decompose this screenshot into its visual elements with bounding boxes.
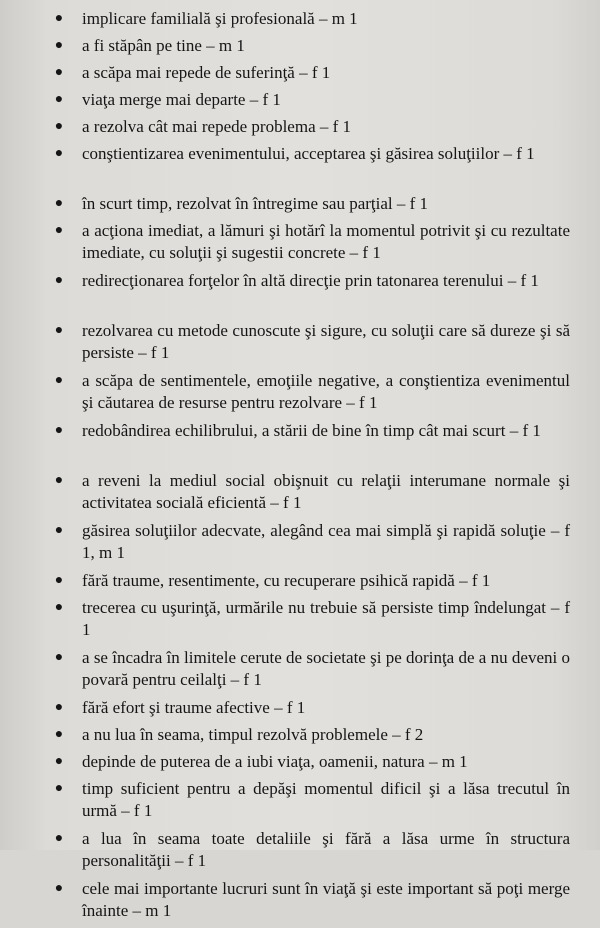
list-item-text: trecerea cu uşurinţă, urmările nu trebuie să persiste timp îndelungat – f 1 [82, 598, 570, 639]
list-item-text: redobândirea echilibrului, a stării de bine în timp cât mai scurt – f 1 [82, 421, 541, 440]
list-item [0, 8, 600, 35]
list-item [0, 724, 600, 751]
bullet-icon: ● [54, 650, 64, 665]
list-item-text: conştientizarea evenimentului, acceptarea şi găsirea soluţiilor – f 1 [82, 144, 535, 163]
list-item-text: implicare familială şi profesională – m 1 [82, 9, 358, 28]
bullet-icon: ● [54, 831, 64, 846]
list-item [0, 89, 600, 116]
bullet-icon: ● [54, 754, 64, 769]
list-item-text: rezolvarea cu metode cunoscute şi sigure, cu soluţii care să dureze şi să persiste – f 1 [82, 321, 570, 362]
list-item-text: a acţiona imediat, a lămuri şi hotărî la momentul potrivit şi cu rezultate imediate, cu soluţii şi sugestii concrete – f 1 [82, 221, 570, 262]
list-item [0, 116, 600, 143]
bullet-icon: ● [54, 146, 64, 161]
list-item [0, 220, 600, 270]
list-item [0, 270, 600, 320]
bullet-icon: ● [54, 273, 64, 288]
bullet-icon: ● [54, 223, 64, 238]
list-item [0, 370, 600, 420]
list-item [0, 320, 600, 370]
list-item-text: a se încadra în limitele cerute de societate şi pe dorinţa de a nu deveni o povară pentru ceilalţi – f 1 [82, 648, 570, 689]
bullet-icon: ● [54, 373, 64, 388]
list-item-text: fără traume, resentimente, cu recuperare psihică rapidă – f 1 [82, 571, 491, 590]
bullet-icon: ● [54, 423, 64, 438]
list-item-text: în scurt timp, rezolvat în întregime sau parţial – f 1 [82, 194, 429, 213]
bullet-icon: ● [54, 600, 64, 615]
list-item-text: a scăpa de sentimentele, emoţiile negative, a conştientiza evenimentul şi căutarea de resurse pentru rezolvare – f 1 [82, 371, 570, 412]
list-item-text: a rezolva cât mai repede problema – f 1 [82, 117, 352, 136]
bullet-icon: ● [54, 92, 64, 107]
list-item [0, 828, 600, 878]
bullet-icon: ● [54, 700, 64, 715]
list-item [0, 570, 600, 597]
list-item-text: a reveni la mediul social obişnuit cu relaţii interumane normale şi activitatea socială eficientă – f 1 [82, 471, 570, 512]
list-item-text: găsirea soluţiilor adecvate, alegând cea mai simplă şi rapidă soluţie – f 1, m 1 [82, 521, 570, 562]
list-item [0, 697, 600, 724]
bullet-icon: ● [54, 781, 64, 796]
list-item [0, 35, 600, 62]
list-item-text: a fi stăpân pe tine – m 1 [82, 36, 245, 55]
list-item-text: timp suficient pentru a depăşi momentul dificil şi a lăsa trecutul în urmă – f 1 [82, 779, 570, 820]
bullet-icon: ● [54, 727, 64, 742]
list-item-text: a lua în seama toate detaliile şi fără a lăsa urme în structura personalităţii – f 1 [82, 829, 570, 870]
bullet-icon: ● [54, 38, 64, 53]
list-item-text: cele mai importante lucruri sunt în viaţă şi este important să poţi merge înainte – m 1 [82, 879, 570, 920]
bullet-icon: ● [54, 323, 64, 338]
bullet-icon: ● [54, 196, 64, 211]
bullet-icon: ● [54, 119, 64, 134]
list-item [0, 597, 600, 647]
list-item-text: a nu lua în seama, timpul rezolvă problemele – f 2 [82, 725, 424, 744]
list-item-text: depinde de puterea de a iubi viaţa, oamenii, natura – m 1 [82, 752, 468, 771]
list-item [0, 62, 600, 89]
bullet-icon: ● [54, 523, 64, 538]
list-item-text: a scăpa mai repede de suferinţă – f 1 [82, 63, 331, 82]
bullet-icon: ● [54, 11, 64, 26]
list-item [0, 778, 600, 828]
bullet-list [0, 8, 600, 928]
list-item [0, 470, 600, 520]
list-item [0, 647, 600, 697]
bullet-icon: ● [54, 881, 64, 896]
list-item-text: fără efort şi traume afective – f 1 [82, 698, 306, 717]
bullet-icon: ● [54, 473, 64, 488]
list-item [0, 520, 600, 570]
bullet-icon: ● [54, 65, 64, 80]
list-item-text: viaţa merge mai departe – f 1 [82, 90, 281, 109]
list-item [0, 878, 600, 928]
list-item [0, 193, 600, 220]
list-item [0, 751, 600, 778]
list-item [0, 420, 600, 470]
list-item-text: redirecţionarea forţelor în altă direcţie prin tatonarea terenului – f 1 [82, 271, 539, 290]
list-item [0, 143, 600, 193]
bullet-icon: ● [54, 573, 64, 588]
